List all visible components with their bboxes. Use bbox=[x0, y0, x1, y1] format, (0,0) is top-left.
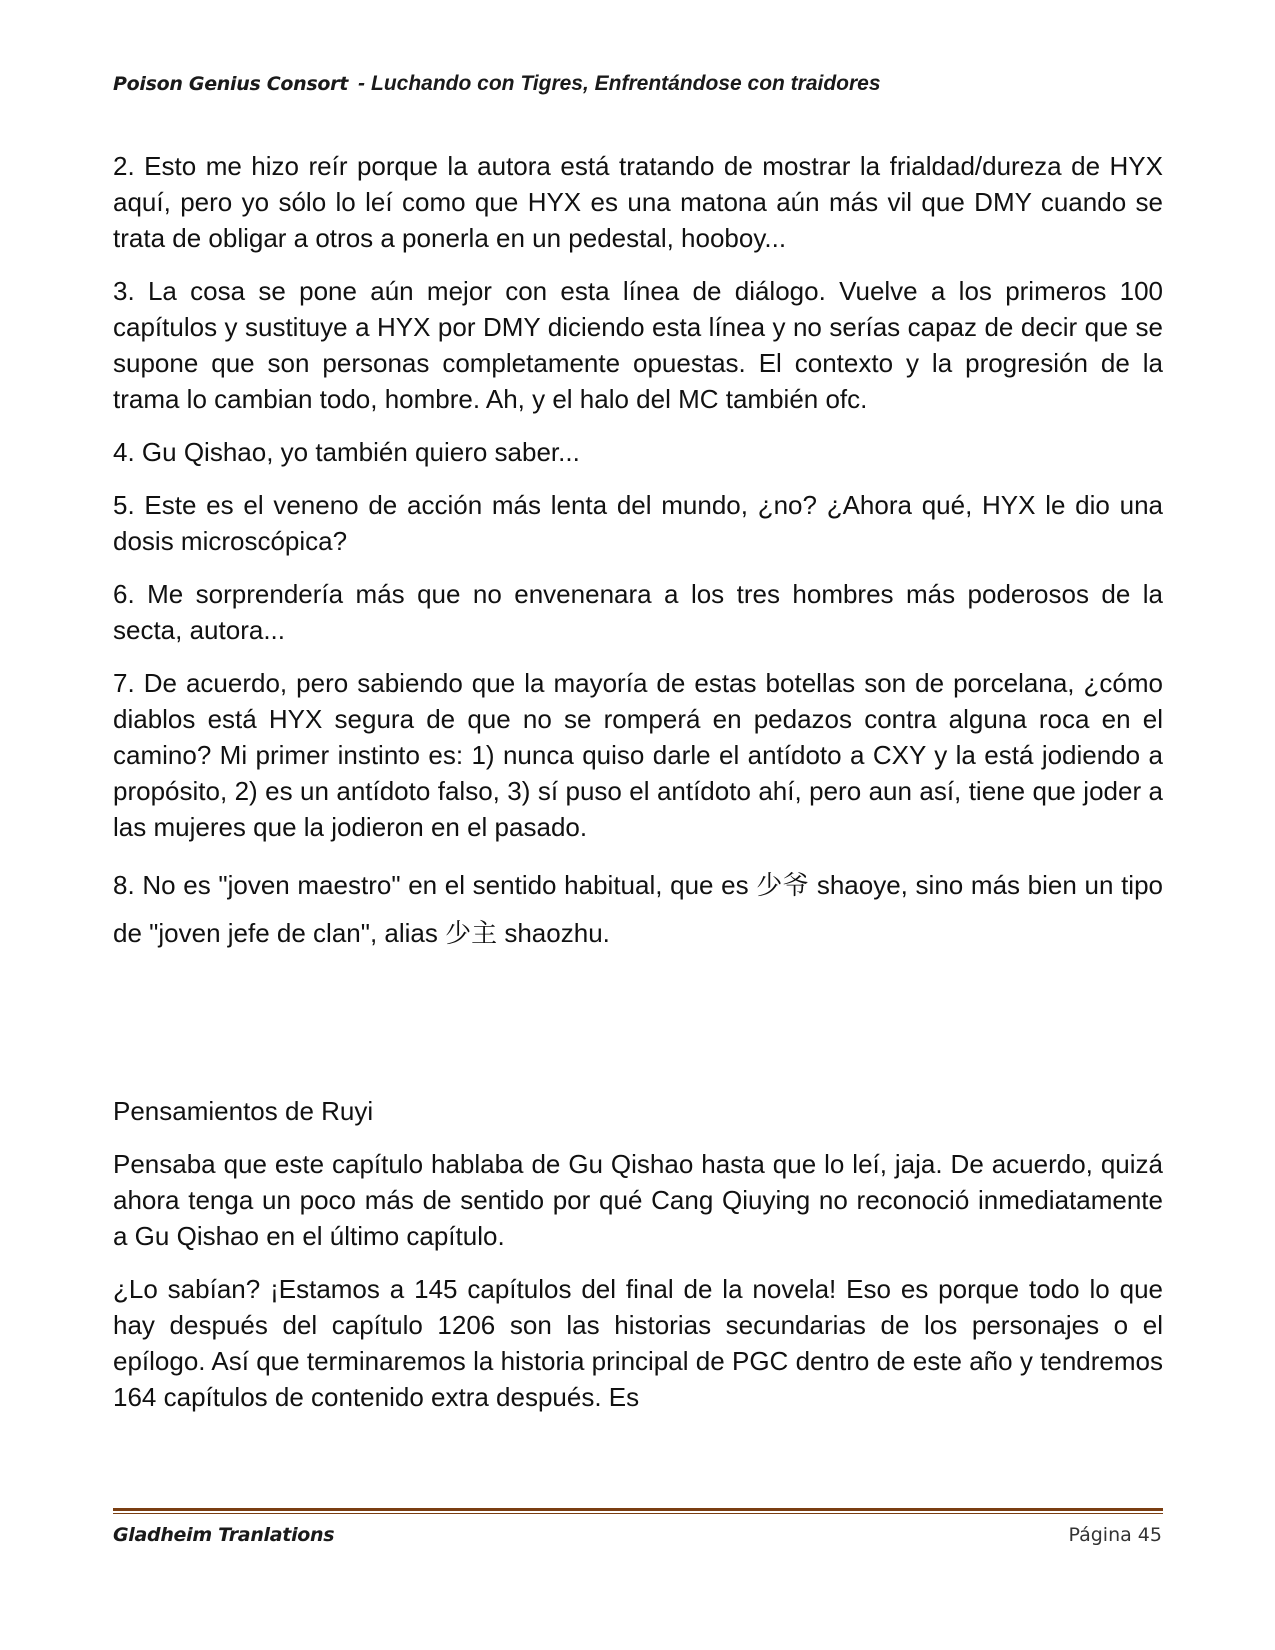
footer-divider bbox=[113, 1508, 1163, 1515]
header-title: Poison Genius Consort bbox=[113, 73, 349, 95]
footer-publisher: Gladheim Tranlations bbox=[113, 1524, 335, 1546]
note-8-text-2: shaoye, sino más bien un tipo de "joven jefe de clan", alias bbox=[113, 870, 1163, 948]
footer-divider-thick bbox=[113, 1508, 1163, 1511]
footer-divider-thin bbox=[113, 1513, 1163, 1514]
note-6: 6. Me sorprendería más que no envenenara a los tres hombres más poderosos de la secta, autora... bbox=[113, 579, 1163, 645]
thoughts-title: Pensamientos de Ruyi bbox=[113, 1096, 374, 1126]
note-8-cjk-shaozhu: 少主 bbox=[445, 919, 498, 949]
note-8-text-3: shaozhu. bbox=[497, 918, 610, 948]
thoughts-paragraph-2: ¿Lo sabían? ¡Estamos a 145 capítulos del final de la novela! Eso es porque todo lo que hay después del capítulo 1206 son las historias secundarias de los personajes o el epílogo. Así que terminaremos la historia principal de PGC dentro de este año y tendremos 164 capítulos de contenido extra después. Es bbox=[113, 1274, 1163, 1412]
footer-page-number: Página 45 bbox=[1068, 1524, 1162, 1546]
note-5: 5. Este es el veneno de acción más lenta del mundo, ¿no? ¿Ahora qué, HYX le dio una dosis microscópica? bbox=[113, 490, 1163, 556]
note-4: 4. Gu Qishao, yo también quiero saber... bbox=[113, 437, 580, 467]
note-8-cjk-shaoye: 少爷 bbox=[756, 871, 810, 901]
note-7: 7. De acuerdo, pero sabiendo que la mayoría de estas botellas son de porcelana, ¿cómo diablos está HYX segura de que no se romperá en pedazos contra alguna roca en el camino? Mi primer instinto es: 1) nunca quiso darle el antídoto a CXY y la está jodiendo a propósito, 2) es un antídoto falso, 3) sí puso el antídoto ahí, pero aun así, tiene que joder a las mujeres que la jodieron en el pasado. bbox=[113, 668, 1163, 842]
note-3: 3. La cosa se pone aún mejor con esta línea de diálogo. Vuelve a los primeros 100 capítulos y sustituye a HYX por DMY diciendo esta línea y no serías capaz de decir que se supone que son personas completamente opuestas. El contexto y la progresión de la trama lo cambian todo, hombre. Ah, y el halo del MC también ofc. bbox=[113, 276, 1163, 414]
page-body bbox=[113, 148, 1163, 1432]
section-spacer bbox=[113, 975, 1163, 1093]
header-subtitle: Luchando con Tigres, Enfrentándose con traidores bbox=[371, 72, 881, 95]
page-header bbox=[113, 72, 1163, 96]
header-separator: - bbox=[358, 72, 366, 95]
thoughts-paragraph-1: Pensaba que este capítulo hablaba de Gu Qishao hasta que lo leí, jaja. De acuerdo, quizá ahora tenga un poco más de sentido por qué Cang Qiuying no reconoció inmediatamente a Gu Qishao en el último capítulo. bbox=[113, 1149, 1163, 1251]
note-8-text-1: 8. No es "joven maestro" en el sentido habitual, que es bbox=[113, 870, 757, 900]
note-2: 2. Esto me hizo reír porque la autora está tratando de mostrar la frialdad/dureza de HYX aquí, pero yo sólo lo leí como que HYX es una matona aún más vil que DMY cuando se trata de obligar a otros a ponerla en un pedestal, hooboy... bbox=[113, 151, 1163, 253]
note-8 bbox=[113, 862, 1163, 958]
